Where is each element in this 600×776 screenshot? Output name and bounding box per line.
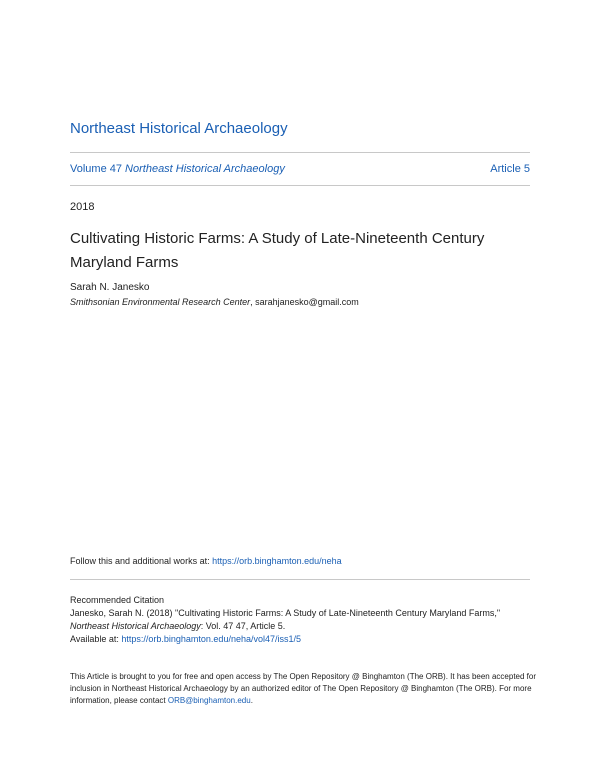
available-at-label: Available at: — [70, 634, 122, 644]
follow-text: Follow this and additional works at: — [70, 556, 213, 566]
citation-heading: Recommended Citation — [70, 595, 165, 605]
volume-prefix: Volume 47 — [70, 163, 126, 175]
contact-email-link[interactable]: ORB@binghamton.edu — [167, 696, 251, 705]
access-notice — [70, 671, 540, 707]
header-divider-top — [70, 152, 530, 153]
notice-text: This Article is brought to you for free and open access by The Open Repository @ Binghamton (The ORB). It has been accepted for inclusion in Northeast Historical Archaeology by an authorized editor of The Open Repository @ Binghamton (The ORB). For more information, please contact — [70, 672, 536, 705]
citation-divider — [70, 579, 530, 580]
author-email: sarahjanesko@gmail.com — [255, 297, 359, 307]
journal-title-link[interactable]: Northeast Historical Archaeology — [70, 120, 288, 137]
collection-link[interactable]: https://orb.binghamton.edu/neha — [212, 556, 342, 566]
notice-end: . — [250, 696, 253, 705]
header-divider-bottom — [70, 185, 530, 186]
article-number-link[interactable]: Article 5 — [490, 163, 530, 175]
affiliation-separator: , — [250, 297, 256, 307]
volume-link[interactable] — [70, 163, 285, 175]
volume-line — [70, 163, 530, 175]
paper-title: Cultivating Historic Farms: A Study of Late-Nineteenth Century Maryland Farms — [70, 230, 485, 271]
citation-part2: : Vol. 47 47, Article 5. — [200, 621, 286, 631]
citation-part1: Janesko, Sarah N. (2018) "Cultivating Historic Farms: A Study of Late-Nineteenth Century Maryland Farms," — [70, 608, 501, 618]
affiliation-name: Smithsonian Environmental Research Center — [70, 297, 251, 307]
citation-text — [70, 607, 540, 646]
publication-year: 2018 — [70, 201, 95, 213]
volume-journal-name: Northeast Historical Archaeology — [125, 163, 285, 175]
author-affiliation — [70, 297, 359, 307]
article-url-link[interactable]: https://orb.binghamton.edu/neha/vol47/iss1/5 — [121, 634, 301, 644]
follow-line — [70, 556, 342, 566]
citation-journal: Northeast Historical Archaeology — [70, 621, 201, 631]
author-name: Sarah N. Janesko — [70, 282, 150, 293]
